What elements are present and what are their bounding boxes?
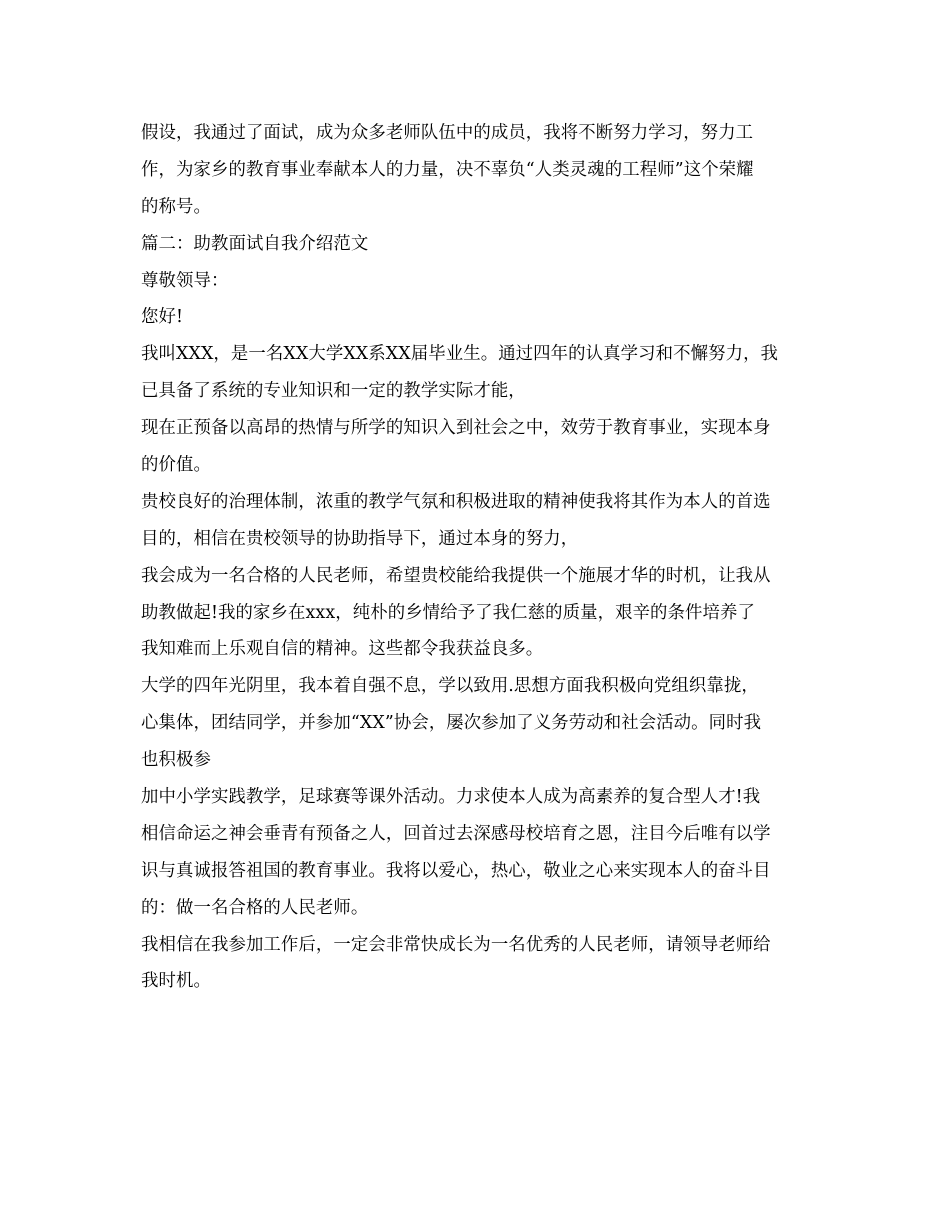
text-line: 加中小学实践教学，足球赛等课外活动。力求使本人成为高素养的复合型人才!我 <box>141 787 761 808</box>
text-line: 假设，我通过了面试，成为众多老师队伍中的成员，我将不断努力学习，努力工 <box>141 123 754 143</box>
text-line: 的称号。 <box>141 196 211 217</box>
salutation: 尊敬领导： <box>141 270 229 291</box>
text-line: 贵校良好的治理体制，浓重的教学气氛和积极进取的精神使我将其作为本人的首选 <box>141 491 771 512</box>
text-line: 已具备了系统的专业知识和一定的教学实际才能， <box>141 381 526 402</box>
text-line: 相信命运之神会垂青有预备之人，回首过去深感母校培育之恩，注目今后唯有以学 <box>141 823 771 844</box>
section-heading: 篇二：助教面试自我介绍范文 <box>141 233 369 254</box>
text-line: 的价值。 <box>141 455 211 476</box>
text-line: 的：做一名合格的人民老师。 <box>141 897 369 918</box>
text-line: 助教做起!我的家乡在xxx，纯朴的乡情给予了我仁慈的质量，艰辛的条件培养了 <box>141 602 756 623</box>
text-line: 识与真诚报答祖国的教育事业。我将以爱心，热心，敬业之心来实现本人的奋斗目 <box>141 860 771 881</box>
text-line: 我相信在我参加工作后，一定会非常快成长为一名优秀的人民老师，请领导老师给 <box>141 934 771 955</box>
text-line: 现在正预备以高昂的热情与所学的知识入到社会之中，效劳于教育事业，实现本身 <box>141 418 771 439</box>
text-line: 我时机。 <box>141 971 211 992</box>
text-line: 大学的四年光阴里，我本着自强不息，学以致用.思想方面我积极向党组织靠拢， <box>141 676 759 697</box>
text-line: 作，为家乡的教育事业奉献本人的力量，决不辜负“人类灵魂的工程师”这个荣耀 <box>141 159 754 180</box>
text-line: 心集体，团结同学，并参加“XX”协会，屡次参加了义务劳动和社会活动。同时我 <box>141 713 762 734</box>
text-line: 也积极参 <box>141 750 211 771</box>
text-line: 我叫XXX，是一名XX大学XX系XX届毕业生。通过四年的认真学习和不懈努力，我 <box>141 344 779 365</box>
text-line: 我知难而上乐观自信的精神。这些都令我获益良多。 <box>141 639 544 660</box>
greeting: 您好! <box>141 307 184 328</box>
text-line: 目的，相信在贵校领导的协助指导下，通过本身的努力， <box>141 528 579 549</box>
document-body <box>141 115 821 1000</box>
text-line: 我会成为一名合格的人民老师，希望贵校能给我提供一个施展才华的时机，让我从 <box>141 565 771 586</box>
